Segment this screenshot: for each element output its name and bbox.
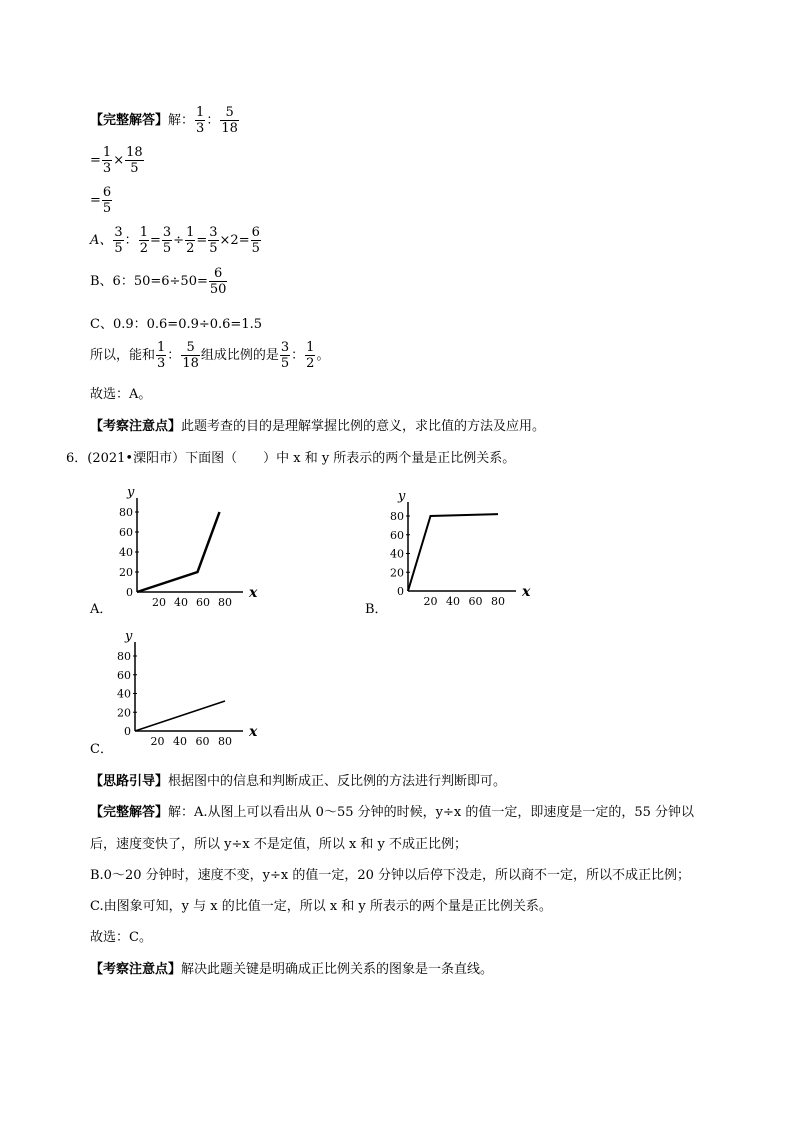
y-tick-label: 80 <box>119 506 133 519</box>
y-tick-label: 60 <box>119 526 133 539</box>
fraction: $\frac{6}{5}$ <box>102 185 112 216</box>
sol5-tag: 【完整解答】 <box>90 113 169 128</box>
option-a-label: A． <box>90 602 113 617</box>
sol-tag: 【完整解答】 <box>90 805 169 820</box>
x-axis-title: x <box>249 585 258 601</box>
x-tick-label: 40 <box>173 735 187 748</box>
chart-a <box>105 470 265 615</box>
sol5-line1: 【完整解答】解： $\frac{1}{3}$ ： $\frac{5}{18}$ <box>90 105 238 136</box>
fraction: $\frac{1}{3}$ <box>102 145 112 176</box>
x-axis-title: x <box>522 584 531 600</box>
fraction: $\frac{5}{18}$ <box>221 105 238 136</box>
series-line <box>408 514 498 591</box>
note-tag: 【考察注意点】 <box>90 962 182 977</box>
q6-sol-b: B.0～20 分钟时，速度不变，y÷x 的值一定，20 分钟以后停下没走，所以商不一定，所以不成正比例； <box>90 868 691 883</box>
y-axis-title: y <box>127 485 135 500</box>
chart-b <box>380 478 540 608</box>
origin-label: 0 <box>397 585 404 598</box>
x-tick-label: 60 <box>196 596 210 609</box>
option-b-label: B． <box>365 602 388 617</box>
series-line <box>135 701 225 731</box>
y-tick-label: 80 <box>390 510 404 523</box>
chart-c <box>105 618 265 753</box>
y-axis-title: y <box>398 489 406 504</box>
origin-label: 0 <box>124 725 131 738</box>
y-axis-title: y <box>125 629 133 644</box>
y-tick-label: 40 <box>390 547 404 561</box>
sol5-conclusion: 所以，能和 $\frac{1}{3}$ ： $\frac{5}{18}$ 组成比例的是 $\frac{3}{5}$ ： $\frac{1}{2}$ 。 <box>90 340 330 371</box>
x-axis-title: x <box>249 724 258 740</box>
q6-sol-c: C.由图象可知，y 与 x 的比值一定，所以 x 和 y 所表示的两个量是正比例关系。 <box>90 899 552 914</box>
sol5-option-c: C、0.9：0.6=0.9÷0.6=1.5 <box>90 317 262 332</box>
origin-label: 0 <box>126 586 133 599</box>
q6-note: 【考察注意点】解决此题关键是明确成正比例关系的图象是一条直线。 <box>90 962 494 977</box>
q6-hint: 【思路引导】根据图中的信息和判断成正、反比例的方法进行判断即可。 <box>90 774 507 789</box>
x-tick-label: 80 <box>218 735 232 748</box>
y-tick-label: 20 <box>119 566 133 579</box>
hint-tag: 【思路引导】 <box>90 774 169 789</box>
x-tick-label: 40 <box>446 595 460 608</box>
x-tick-label: 20 <box>423 595 438 608</box>
sol5-answer: 故选：A。 <box>90 387 152 402</box>
y-tick-label: 60 <box>117 668 131 682</box>
y-tick-label: 20 <box>117 706 131 720</box>
q6-answer: 故选：C。 <box>90 930 152 945</box>
note-tag: 【考察注意点】 <box>90 419 182 434</box>
x-tick-label: 80 <box>491 595 505 608</box>
y-tick-label: 40 <box>117 687 131 701</box>
x-tick-label: 40 <box>174 596 188 609</box>
sol5-note: 【考察注意点】此题考查的目的是理解掌握比例的意义，求比值的方法及应用。 <box>90 419 546 434</box>
sol5-option-b: B、6：50=6÷50= $\frac{6}{50}$ <box>90 266 227 297</box>
y-tick-label: 80 <box>117 650 131 663</box>
y-tick-label: 40 <box>119 546 133 559</box>
x-tick-label: 60 <box>468 595 483 608</box>
sol5-line2: = $\frac{1}{3}$ × $\frac{18}{5}$ <box>90 145 143 176</box>
q6-sol-a2: 后，速度变快了，所以 y÷x 不是定值，所以 x 和 y 不成正比例； <box>90 837 468 852</box>
x-tick-label: 20 <box>150 735 165 748</box>
x-tick-label: 60 <box>195 735 210 748</box>
option-c-label: C． <box>90 742 113 757</box>
x-tick-label: 80 <box>218 596 232 609</box>
q6-sol-a1: 【完整解答】解：A.从图上可以看出从 0～55 分钟的时候，y÷x 的值一定，即速度是一定的，55 分钟以 <box>90 805 694 820</box>
y-tick-label: 20 <box>390 566 404 580</box>
sol5-line3: = $\frac{6}{5}$ <box>90 185 112 216</box>
x-tick-label: 20 <box>152 596 166 609</box>
q6-stem: 6．(2021•溧阳市）下面图（ ）中 x 和 y 所表示的两个量是正比例关系。 <box>66 451 516 466</box>
y-tick-label: 60 <box>390 528 404 542</box>
series-line <box>137 512 220 592</box>
sol5-option-a: A、 $\frac{3}{5}$ ： $\frac{1}{2}$ = $\frac{3}{5}$ ÷ $\frac{1}{2}$ = $\frac{3}{5}$ ×2= $\frac{6}{5}$ <box>90 225 260 256</box>
fraction: $\frac{1}{3}$ <box>196 105 205 136</box>
fraction: $\frac{18}{5}$ <box>126 145 143 176</box>
